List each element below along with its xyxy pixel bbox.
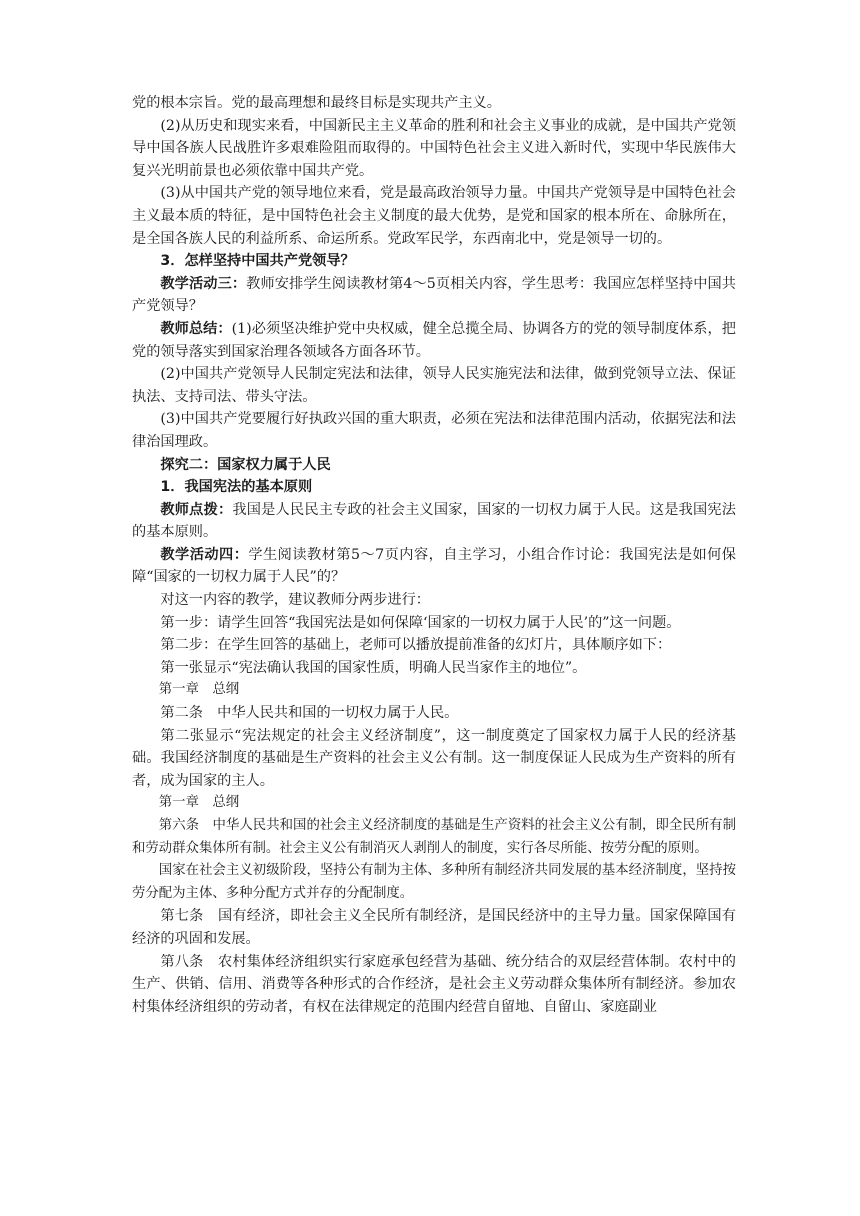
paragraph-lead: 教学活动三：	[160, 275, 247, 292]
lead-paragraph	[132, 318, 736, 363]
constitution-quote: 第六条 中华人民共和国的社会主义经济制度的基础是生产资料的社会主义公有制，即全民所有制和劳动群众集体所有制。社会主义公有制消灭人剥削人的制度，实行各尽所能、按劳分配的原则。	[132, 818, 736, 856]
body-paragraph: (2)中国共产党领导人民制定宪法和法律，领导人民实施宪法和法律，做到党领导立法、保证执法、支持司法、带头守法。	[132, 366, 736, 405]
document-page	[132, 92, 736, 1018]
body-paragraph: 第二步：在学生回答的基础上，老师可以播放提前准备的幻灯片，具体顺序如下：	[160, 637, 672, 654]
body-paragraph: 对这一内容的教学，建议教师分两步进行：	[160, 592, 430, 609]
body-paragraph: 第八条 农村集体经济组织实行家庭承包经营为基础、统分结合的双层经营体制。农村中的生产、供销、信用、消费等各种形式的合作经济，是社会主义劳动群众集体所有制经济。参加农村集体经济组织的劳动者，有权在法律规定的范围内经营自留地、自留山、家庭副业	[132, 953, 736, 1015]
paragraph-lead: 教师总结：	[160, 320, 232, 337]
body-paragraph: 党的根本宗旨。党的最高理想和最终目标是实现共产主义。	[132, 95, 501, 111]
body-paragraph: (3)中国共产党要履行好执政兴国的重大职责，必须在宪法和法律范围内活动，依据宪法和法律治国理政。	[132, 411, 736, 450]
section-heading: 探究二：国家权力属于人民	[160, 456, 331, 473]
body-paragraph: (3)从中国共产党的领导地位来看，党是最高政治领导力量。中国共产党领导是中国特色社会主义最本质的特征，是中国特色社会主义制度的最大优势，是党和国家的根本所在、命脉所在，是全国各族人民的利益所系、命运所系。党政军民学，东西南北中，党是领导一切的。	[132, 185, 736, 247]
body-paragraph: (2)从历史和现实来看，中国新民主主义革命的胜利和社会主义事业的成就，是中国共产党领导中国各族人民战胜许多艰难险阻而取得的。中国特色社会主义进入新时代，实现中华民族伟大复兴光明前景也必须依靠中国共产党。	[132, 117, 736, 179]
constitution-quote: 国家在社会主义初级阶段，坚持公有制为主体、多种所有制经济共同发展的基本经济制度，坚持按劳分配为主体、多种分配方式并存的分配制度。	[132, 863, 736, 901]
body-paragraph: 第七条 国有经济，即社会主义全民所有制经济，是国民经济中的主导力量。国家保障国有经济的巩固和发展。	[132, 908, 736, 947]
body-paragraph: 第一步：请学生回答“我国宪法是如何保障‘国家的一切权力属于人民’的”这一问题。	[160, 614, 681, 631]
body-paragraph: 第二张显示“宪法规定的社会主义经济制度”，这一制度奠定了国家权力属于人民的经济基础。我国经济制度的基础是生产资料的社会主义公有制。这一制度保证人民成为生产资料的所有者，成为国家的主人。	[132, 727, 736, 789]
body-paragraph: 第二条 中华人民共和国的一切权力属于人民。	[160, 705, 459, 722]
lead-paragraph	[132, 544, 736, 589]
lead-paragraph	[132, 499, 736, 544]
section-heading: 3．怎样坚持中国共产党领导？	[160, 253, 355, 270]
paragraph-text: 教师安排学生阅读教材第4～5页相关内容，学生思考：我国应怎样坚持中国共产党领导？	[132, 275, 736, 315]
paragraph-text: 我国是人民民主专政的社会主义国家，国家的一切权力属于人民。这是我国宪法的基本原则。	[132, 501, 736, 541]
constitution-quote: 第一章 总纲	[158, 795, 240, 811]
section-heading: 1．我国宪法的基本原则	[160, 479, 313, 496]
paragraph-lead: 教师点拨：	[160, 501, 233, 518]
paragraph-text: 学生阅读教材第5～7页内容，自主学习，小组合作讨论：我国宪法是如何保障“国家的一切权力属于人民”的？	[132, 546, 736, 586]
paragraph-lead: 教学活动四：	[160, 546, 249, 563]
lead-paragraph	[132, 273, 736, 318]
body-paragraph: 第一张显示“宪法确认我国的国家性质，明确人民当家作主的地位”。	[160, 659, 587, 676]
paragraph-text: (1)必须坚决维护党中央权威，健全总揽全局、协调各方的党的领导制度体系，把党的领导落实到国家治理各领域各方面各环节。	[132, 320, 736, 360]
constitution-quote: 第一章 总纲	[158, 682, 240, 698]
